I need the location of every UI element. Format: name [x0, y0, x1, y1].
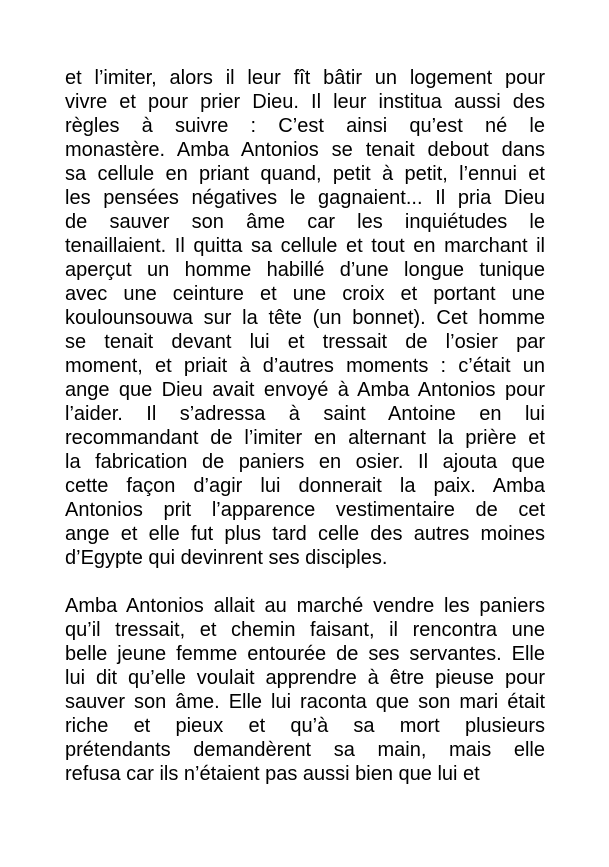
text-line: qu’il tressait, et chemin faisant, il rencontra une: [65, 619, 545, 641]
text-line: la fabrication de paniers en osier. Il ajouta que: [65, 451, 545, 473]
text-line: ange et elle fut plus tard celle des autres moines: [65, 523, 545, 545]
text-line: vivre et pour prier Dieu. Il leur institua aussi des: [65, 91, 545, 113]
text-line: koulounsouwa sur la tête (un bonnet). Cet homme: [65, 307, 545, 329]
text-line: d’Egypte qui devinrent ses disciples.: [65, 547, 388, 569]
text-line: moment, et priait à d’autres moments : c’était un: [65, 355, 545, 377]
text-line: avec une ceinture et une croix et portant une: [65, 283, 545, 305]
text-line: règles à suivre : C’est ainsi qu’est né le: [65, 115, 545, 137]
text-block: [65, 66, 545, 786]
text-line: Amba Antonios allait au marché vendre les paniers: [65, 595, 545, 617]
text-line: Antonios prit l’apparence vestimentaire de cet: [65, 499, 545, 521]
text-line: se tenait devant lui et tressait de l’osier par: [65, 331, 545, 353]
text-line: les pensées négatives le gagnaient... Il pria Dieu: [65, 187, 545, 209]
paragraph-2: [65, 594, 545, 786]
text-line: sa cellule en priant quand, petit à petit, l’ennui et: [65, 163, 545, 185]
text-line: tenaillaient. Il quitta sa cellule et tout en marchant il: [65, 235, 545, 257]
text-line: aperçut un homme habillé d’une longue tunique: [65, 259, 545, 281]
text-line: l’aider. Il s’adressa à saint Antoine en lui: [65, 403, 545, 425]
text-line: cette façon d’agir lui donnerait la paix. Amba: [65, 475, 545, 497]
paragraph-1: [65, 66, 545, 570]
text-line: sauver son âme. Elle lui raconta que son mari était: [65, 691, 545, 713]
text-line: belle jeune femme entourée de ses servantes. Elle: [65, 643, 545, 665]
text-line: monastère. Amba Antonios se tenait debout dans: [65, 139, 545, 161]
text-line: ange que Dieu avait envoyé à Amba Antonios pour: [65, 379, 545, 401]
text-line: refusa car ils n’étaient pas aussi bien que lui et: [65, 763, 480, 785]
text-line: et l’imiter, alors il leur fît bâtir un logement pour: [65, 67, 545, 89]
text-line: de sauver son âme car les inquiétudes le: [65, 211, 545, 233]
text-line: prétendants demandèrent sa main, mais elle: [65, 739, 545, 761]
text-line: lui dit qu’elle voulait apprendre à être pieuse pour: [65, 667, 545, 689]
text-line: recommandant de l’imiter en alternant la prière et: [65, 427, 545, 449]
text-line: riche et pieux et qu’à sa mort plusieurs: [65, 715, 545, 737]
